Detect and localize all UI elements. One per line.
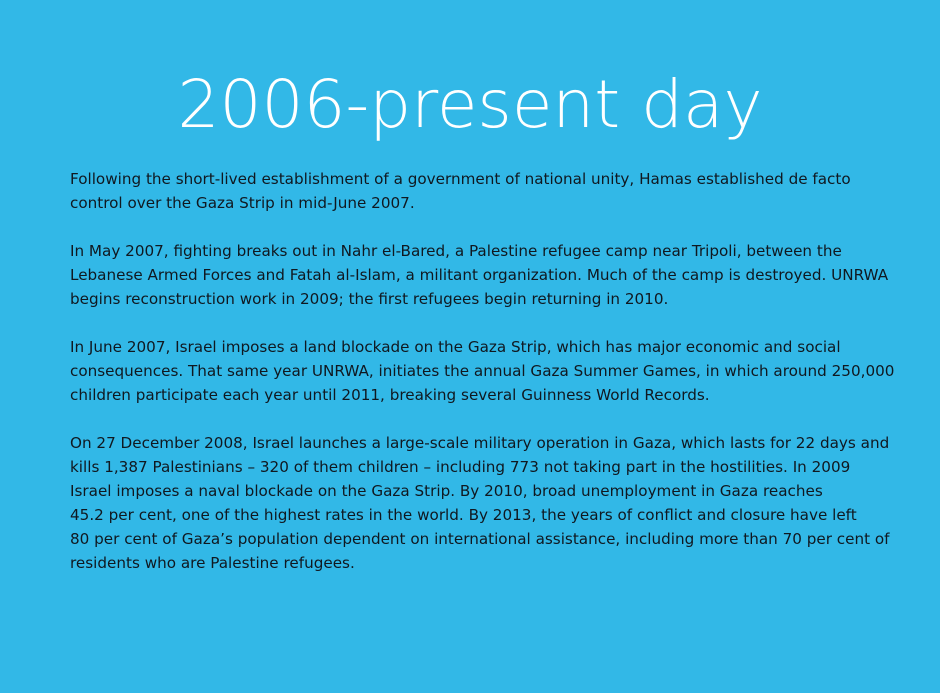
page-title: 2006-present day: [177, 66, 763, 143]
paragraph-nahr-el-bared: In May 2007, fighting breaks out in Nahr el-Bared, a Palestine refugee camp near Tripoli, between the Lebanese Armed Forces and Fatah al-Islam, a militant organization. Much of the camp is destroyed. UNRWA begins reconstruction work in 2009; the first refugees begin returning in 2010.: [70, 242, 889, 308]
paragraph-land-blockade: In June 2007, Israel imposes a land blockade on the Gaza Strip, which has major economic and social consequences. That same year UNRWA, initiates the annual Gaza Summer Games, in which around 250,000 children participate each year until 2011, breaking several Guinness World Records.: [70, 338, 895, 404]
paragraph-military-operation: On 27 December 2008, Israel launches a large-scale military operation in Gaza, which lasts for 22 days and kills 1,387 Palestinians – 320 of them children – including 773 not taking part in the hostilities. In 2009 Israel imposes a naval blockade on the Gaza Strip. By 2010, broad unemployment in Gaza reaches 45.2 per cent, one of the highest rates in the world. By 2013, the years of conflict and closure have left 80 per cent of Gaza’s population dependent on international assistance, including more than 70 per cent of residents who are Palestine refugees.: [70, 434, 890, 572]
article-body: [70, 167, 900, 599]
paragraph-unity-government: Following the short-lived establishment of a government of national unity, Hamas established de facto control over the Gaza Strip in mid-June 2007.: [70, 170, 851, 212]
